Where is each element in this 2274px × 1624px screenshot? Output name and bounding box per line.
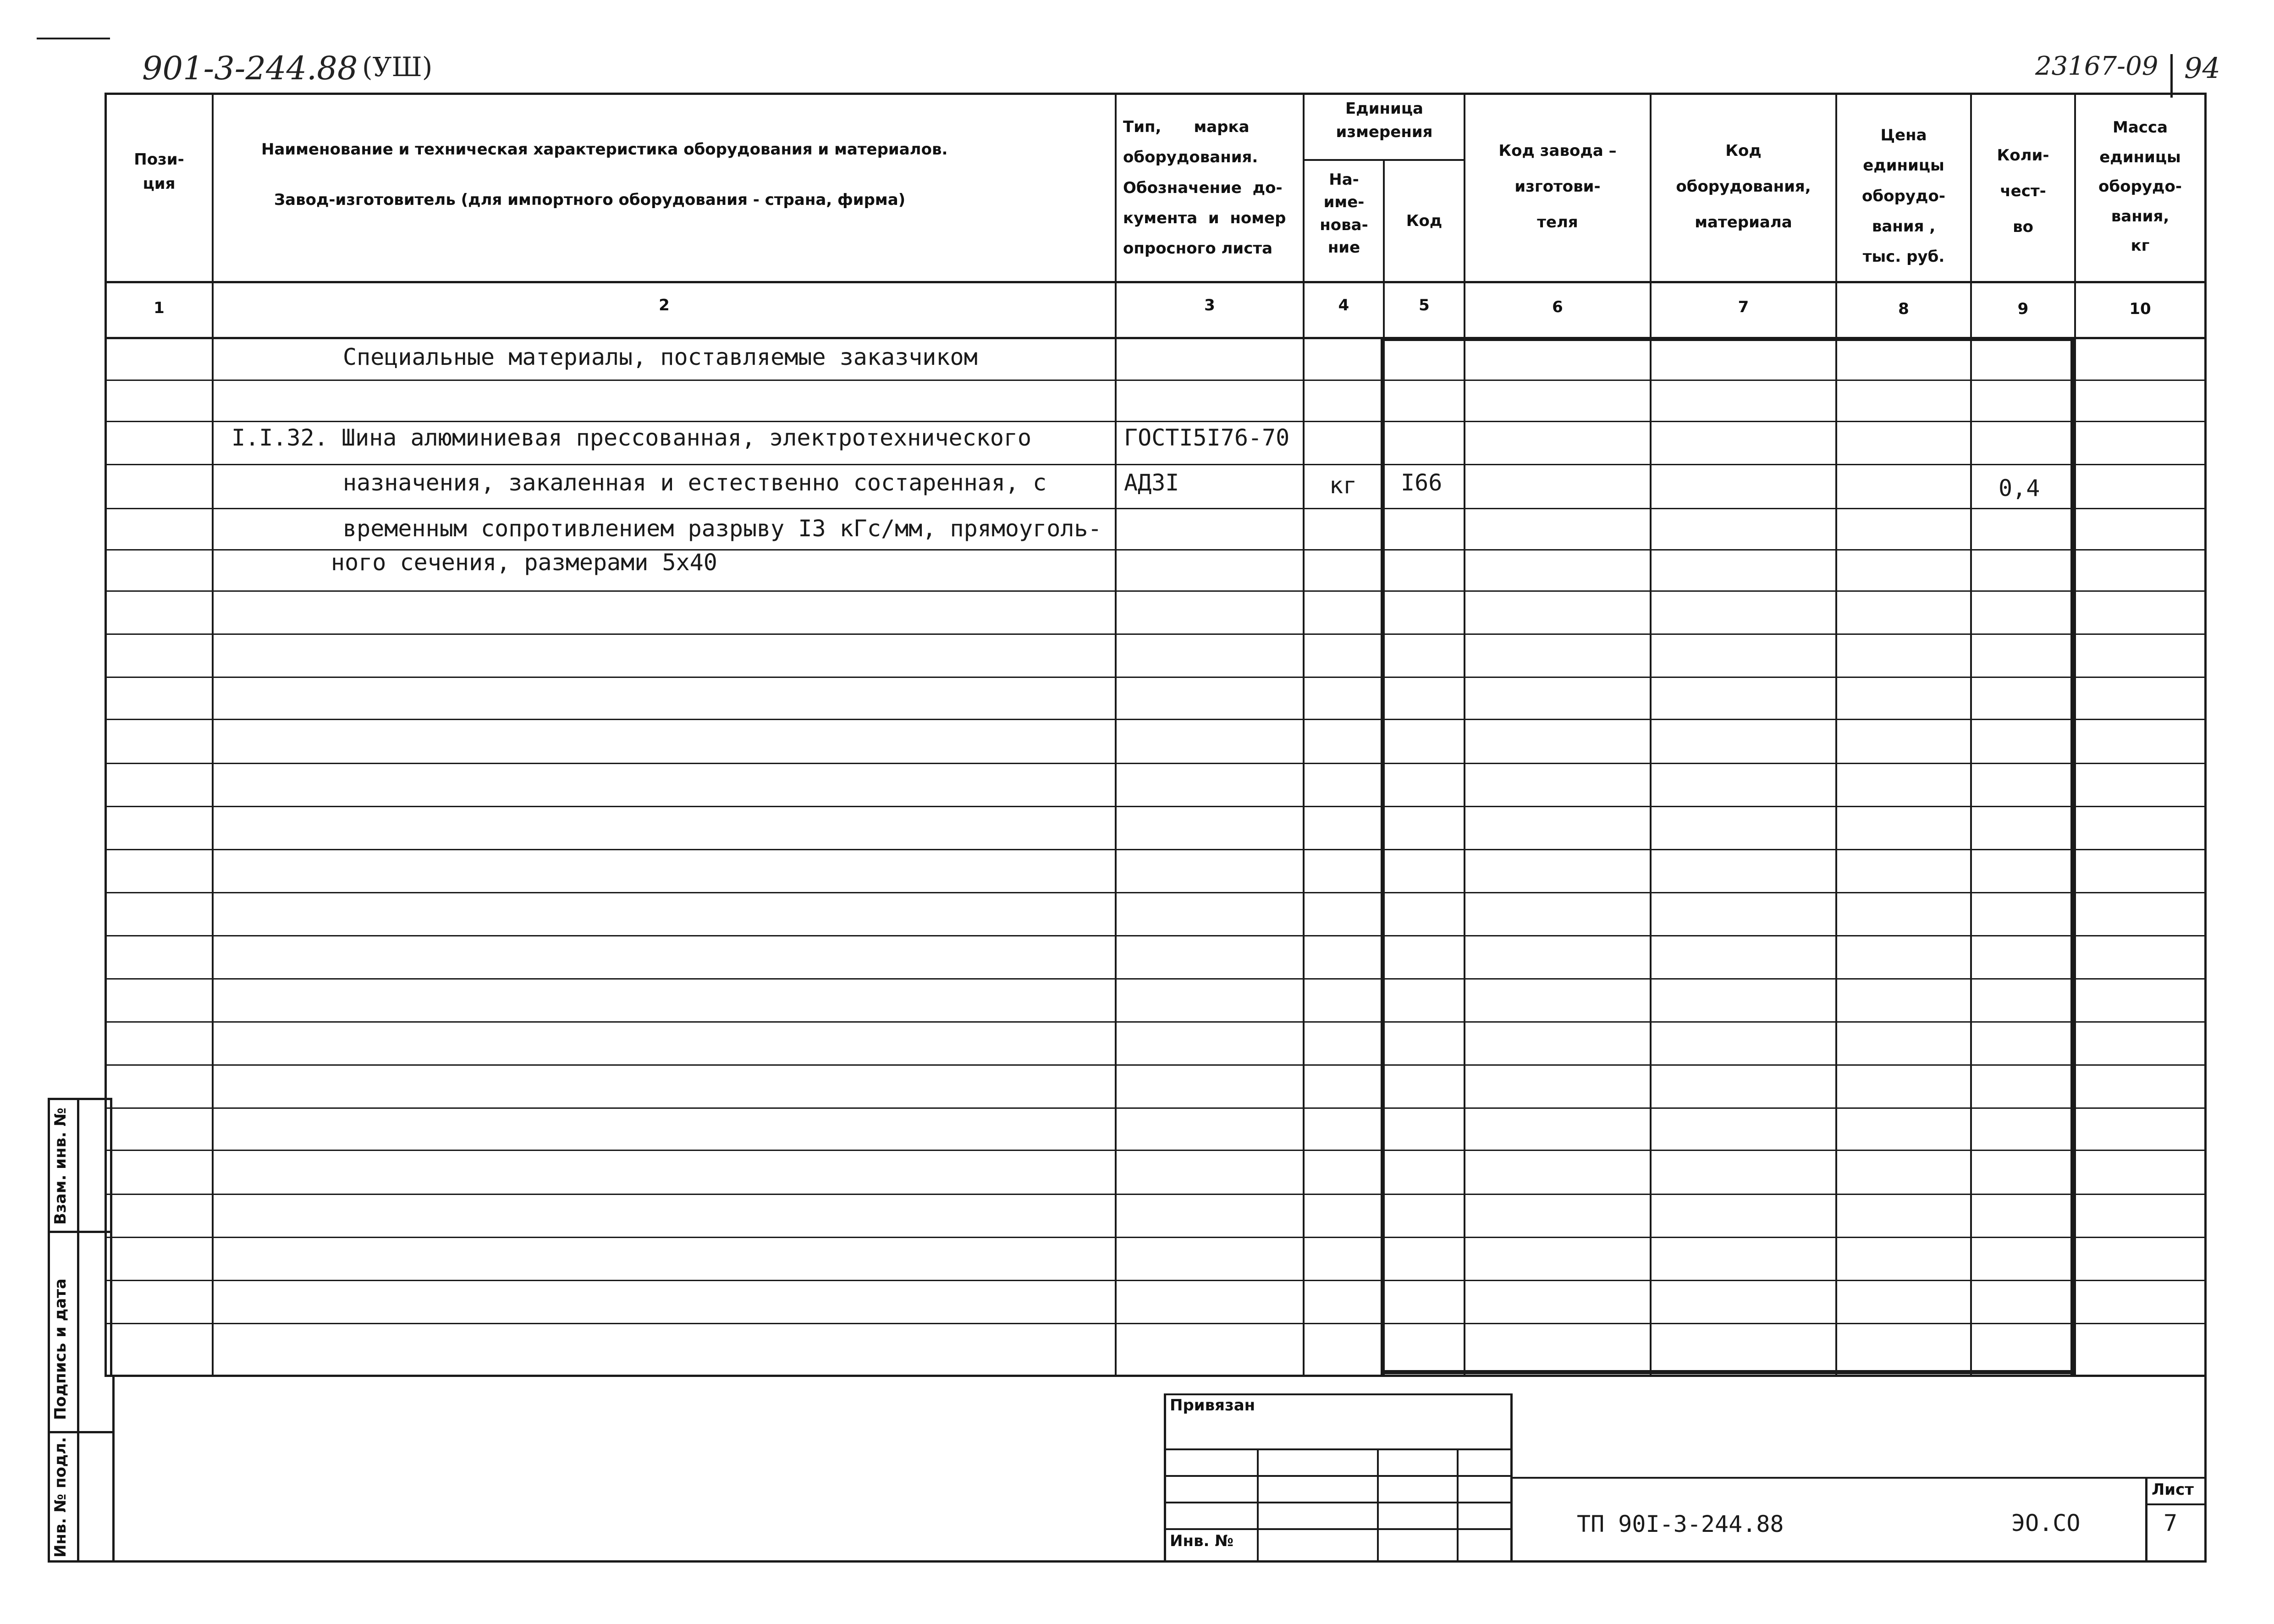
col-4-header: На- име- нова- ние — [1320, 171, 1368, 257]
doc-number: 901-3-244.88 — [142, 50, 358, 87]
row-line — [105, 892, 2207, 893]
row-line — [105, 1237, 2207, 1238]
row-line — [105, 719, 2207, 720]
stamp-col-1 — [1257, 1448, 1259, 1563]
frame-bottom — [112, 1560, 2207, 1563]
section-title: Специальные материалы, поставляемые заказчиком — [343, 344, 978, 370]
archive-number: 23167-09 — [2035, 51, 2158, 81]
col-line-8 — [1970, 93, 1972, 1376]
col-1-header: Пози- ция — [134, 150, 184, 193]
row-line — [105, 1107, 2207, 1109]
unit-group-divider — [1303, 159, 1465, 161]
sidebar-label-signature-date: Подпись и дата — [51, 1278, 70, 1420]
page-number: 94 — [2184, 51, 2220, 85]
stamp-code: ЭО.СО — [2011, 1510, 2081, 1536]
row-line — [105, 1064, 2207, 1066]
col-num-3: 3 — [1204, 296, 1215, 314]
col-line-7 — [1835, 93, 1837, 1376]
item-quantity: 0,4 — [1999, 475, 2040, 501]
col-num-5: 5 — [1419, 296, 1430, 314]
item-position: I.I.32. — [231, 424, 328, 451]
unit-group-header: Единица измерения — [1336, 99, 1433, 141]
frame-right — [2204, 93, 2207, 1377]
col-line-3 — [1303, 93, 1305, 1376]
col-num-4: 4 — [1338, 296, 1349, 314]
stamp-col-2 — [1377, 1448, 1379, 1563]
col-line-6 — [1650, 93, 1652, 1376]
stamp-row-2 — [1164, 1475, 1512, 1477]
frame-lower-right — [2204, 1375, 2207, 1563]
row-line — [105, 421, 2207, 422]
corner-mark — [37, 38, 110, 39]
stamp-designation: ТП 90I-3-244.88 — [1577, 1511, 1784, 1537]
item-unit-code: I66 — [1401, 469, 1443, 496]
col-5-header: Код — [1406, 212, 1443, 230]
row-line — [105, 1021, 2207, 1023]
stamp-row-3 — [1164, 1502, 1512, 1503]
row-line — [105, 380, 2207, 381]
sidebar-outer-line — [48, 1098, 50, 1563]
col-2-header-line1: Наименование и техническая характеристика оборудования и материалов. — [261, 140, 948, 159]
frame-table-bottom — [105, 1375, 2207, 1377]
bold-box-top — [1381, 338, 2075, 341]
col-line-2 — [1115, 93, 1117, 1376]
col-num-6: 6 — [1552, 298, 1563, 316]
stamp-box-top — [1164, 1393, 1512, 1395]
item-unit-name: кг — [1329, 472, 1357, 499]
col-num-1: 1 — [154, 299, 165, 317]
item-grade: АДЗI — [1124, 469, 1179, 496]
col-num-10: 10 — [2129, 300, 2151, 318]
row-line — [105, 633, 2207, 635]
col-num-8: 8 — [1898, 300, 1909, 318]
col-9-header: Коли- чест- во — [1997, 146, 2049, 237]
col-8-header: Цена единицы оборудо- вания , тыс. руб. — [1862, 126, 1945, 266]
row-line — [105, 978, 2207, 980]
sidebar-divider-1 — [48, 1231, 112, 1233]
sheet-cell-left — [2145, 1477, 2147, 1563]
col-line-1 — [212, 93, 214, 1376]
row-line — [105, 1280, 2207, 1281]
col-num-9: 9 — [2017, 300, 2029, 318]
frame-left — [105, 93, 107, 1377]
sheet-cell-divider — [2145, 1503, 2207, 1505]
row-line — [105, 1194, 2207, 1195]
doc-suffix: (УШ) — [362, 51, 433, 83]
row-line — [105, 590, 2207, 592]
title-block-top — [1512, 1477, 2207, 1479]
stamp-sheet-number: 7 — [2164, 1510, 2178, 1536]
col-num-2: 2 — [659, 296, 670, 314]
col-7-header: Код оборудования, материала — [1676, 142, 1811, 232]
col-num-7: 7 — [1738, 298, 1749, 316]
bold-box-right — [2070, 338, 2075, 1375]
row-line — [105, 1150, 2207, 1151]
bold-box-bottom — [1381, 1370, 2075, 1374]
col-line-5 — [1464, 93, 1465, 1376]
row-line — [105, 806, 2207, 807]
col-3-header: Тип, марка оборудования. Обозначение до- кумента и номер опросного листа — [1123, 118, 1286, 258]
sidebar-bottom — [48, 1560, 112, 1563]
row-line — [105, 763, 2207, 764]
row-line — [105, 935, 2207, 936]
sidebar-divider-2 — [48, 1431, 112, 1433]
bold-box-left — [1381, 338, 1385, 1375]
sidebar-inner-line — [110, 1098, 112, 1375]
row-line — [105, 1323, 2207, 1324]
page-number-divider — [2170, 54, 2173, 98]
stamp-col-3 — [1457, 1448, 1459, 1563]
stamp-row-1 — [1164, 1448, 1512, 1450]
item-description-line1: Шина алюминиевая прессованная, электротехнического — [341, 424, 1032, 451]
stamp-row-4 — [1164, 1528, 1512, 1530]
col-2-header-line2: Завод-изготовитель (для импортного оборудования - страна, фирма) — [274, 191, 906, 209]
sidebar-label-original-inv: Инв. № подл. — [51, 1437, 70, 1558]
frame-lower-left — [112, 1375, 115, 1563]
stamp-bound-label: Привязан — [1170, 1396, 1255, 1415]
item-standard: ГОСТI5I76-70 — [1124, 424, 1290, 451]
col-10-header: Масса единицы оборудо- вания, кг — [2098, 118, 2182, 255]
header-bottom — [105, 281, 2207, 283]
row-line — [105, 677, 2207, 678]
item-description-line2: назначения, закаленная и естественно состаренная, с — [343, 469, 1047, 496]
stamp-sheet-label: Лист — [2152, 1481, 2194, 1499]
row-line — [105, 464, 2207, 465]
sidebar-label-replacement-inv: Взам. инв. № — [51, 1107, 70, 1225]
item-description-line3: временным сопротивлением разрыву I3 кГс/мм, прямоуголь- — [343, 515, 1102, 542]
item-description-line4: ного сечения, размерами 5х40 — [331, 549, 717, 576]
stamp-inv-label: Инв. № — [1170, 1532, 1234, 1550]
frame-top — [105, 93, 2207, 95]
row-line — [105, 849, 2207, 850]
stamp-box-left — [1164, 1393, 1166, 1563]
sidebar-top — [48, 1098, 112, 1100]
row-line — [105, 508, 2207, 509]
sidebar-mid-line — [77, 1098, 79, 1563]
col-6-header: Код завода – изготови- теля — [1498, 142, 1617, 232]
